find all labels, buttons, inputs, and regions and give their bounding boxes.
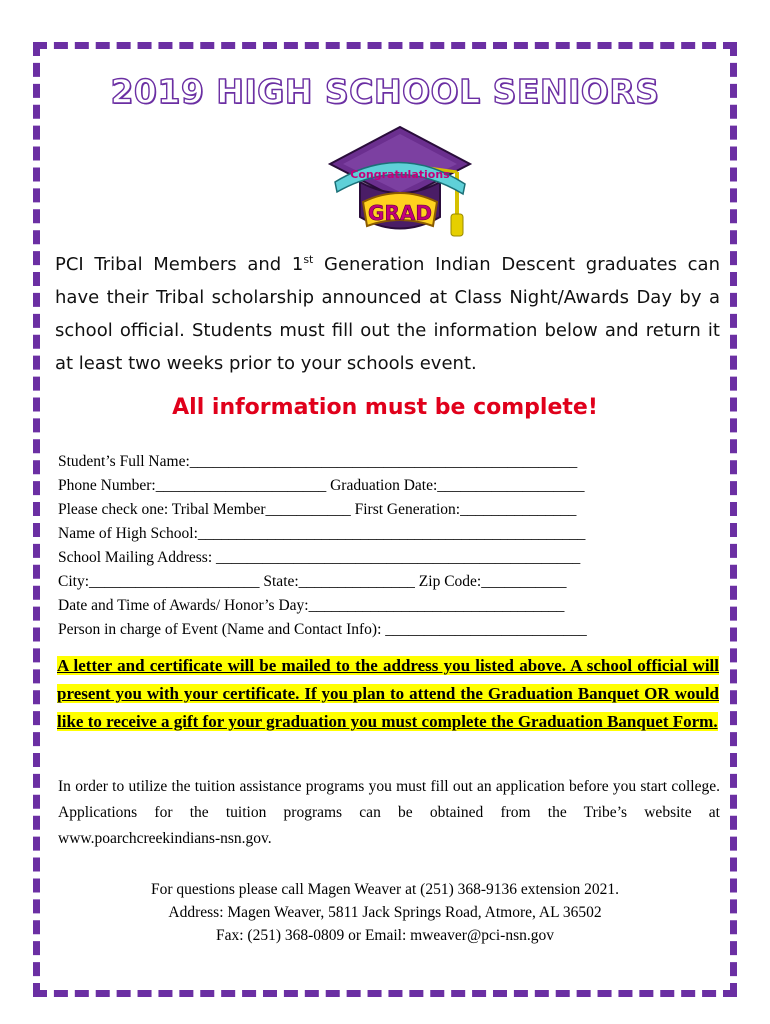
intro-text-start: PCI Tribal Members and 1: [55, 254, 304, 275]
event-contact-field[interactable]: Person in charge of Event (Name and Contact Info): __________________________: [58, 621, 587, 638]
highlighted-notice: [57, 652, 719, 736]
ribbon-text: Congratulations: [350, 168, 450, 181]
contact-info: [0, 878, 770, 947]
highlighted-notice-text: A letter and certificate will be mailed to the address you listed above. A school official will present you with your certificate. If you plan to attend the Graduation Banquet OR would like to receive a gift for your graduation you must complete the Graduation Banquet Form.: [57, 656, 719, 731]
contact-address: Address: Magen Weaver, 5811 Jack Springs Road, Atmore, AL 36502: [168, 904, 602, 921]
high-school-field[interactable]: Name of High School:__________________________________________________: [58, 525, 586, 542]
info-form: [58, 450, 723, 642]
awards-date-field[interactable]: Date and Time of Awards/ Honor’s Day:_________________________________: [58, 597, 565, 614]
contact-phone: For questions please call Magen Weaver at (251) 368-9136 extension 2021.: [150, 881, 620, 898]
member-type-field[interactable]: Please check one: Tribal Member___________ First Generation:_______________: [58, 501, 577, 518]
mailing-address-field[interactable]: School Mailing Address: _______________________________________________: [58, 549, 581, 566]
must-complete-heading: All information must be complete!: [172, 395, 598, 420]
city-state-zip-field[interactable]: City:______________________ State:_______________ Zip Code:___________: [58, 573, 567, 590]
phone-graduation-field[interactable]: Phone Number:______________________ Graduation Date:___________________: [58, 477, 585, 494]
student-name-field[interactable]: Student’s Full Name:__________________________________________________: [58, 453, 578, 470]
intro-paragraph: [55, 248, 720, 380]
contact-fax-email: Fax: (251) 368-0809 or Email: mweaver@pci-nsn.gov: [216, 927, 554, 944]
intro-superscript: st: [303, 253, 314, 266]
grad-text: GRAD: [368, 201, 432, 225]
page-title: 2019 HIGH SCHOOL SENIORS: [110, 72, 660, 111]
graduation-cap-graphic: [325, 122, 475, 247]
tuition-paragraph: In order to utilize the tuition assistance programs you must fill out an application before you start college. Applications for the tuition programs can be obtained from the Tribe’s website at www.poarchcreekindians-nsn.gov.: [58, 778, 720, 847]
intro-text-rest: Generation Indian Descent graduates can have their Tribal scholarship announced at Class Night/Awards Day by a school official. Students must fill out the information below and return it at least two weeks prior to your schools event.: [55, 254, 720, 374]
